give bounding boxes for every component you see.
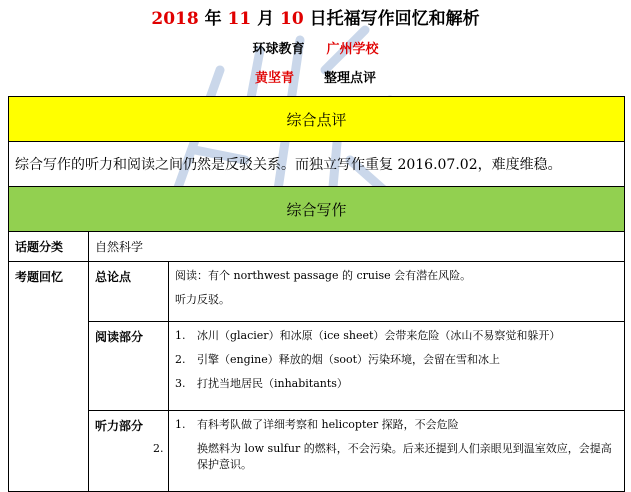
topic-value: 自然科学 [89,232,625,262]
reading-label: 阅读部分 [89,322,169,411]
summary-content [169,262,625,322]
document-title: 2018 年 11 月 10 日托福写作回忆和解析 [151,9,480,29]
comment-text: 综合写作的听力和阅读之间仍然是反驳关系。而独立写作重复 2016.07.02，难度维稳。 [9,142,625,187]
list-item: 1. 冰川（glacier）和冰原（ice sheet）会带来危险（冰山不易察觉和躲开） [175,329,561,342]
reading-list [169,322,625,411]
list-item: 1. 有科考队做了详细考察和 helicopter 探路，不会危险 [175,418,459,431]
list-item: 2. 换燃料为 low sulfur 的燃料，不会污染。后来还提到人们亲眼见到温室效应，会提高保护意识。 [153,442,612,471]
recall-label: 考题回忆 [9,262,89,492]
list-item: 2. 引擎（engine）释放的烟（soot）污染环境，会留在雪和冰上 [175,353,501,366]
summary-label: 总论点 [89,262,169,322]
subtitle-org: 环球教育 广州学校 [252,42,379,57]
comment-heading: 综合点评 [9,97,625,142]
subtitle-author: 黄坚青 整理点评 [254,71,377,86]
integrated-heading: 综合写作 [9,187,625,232]
summary-reading: 阅读：有个 northwest passage 的 cruise 会有潜在风险。 [175,269,472,282]
listening-list [153,411,625,492]
listening-label: 听力部分 [89,411,169,492]
list-item: 3. 打扰当地居民（inhabitants） [175,377,348,390]
summary-listening: 听力反驳。 [175,293,230,306]
topic-label: 话题分类 [9,232,89,262]
content-table [8,96,625,492]
